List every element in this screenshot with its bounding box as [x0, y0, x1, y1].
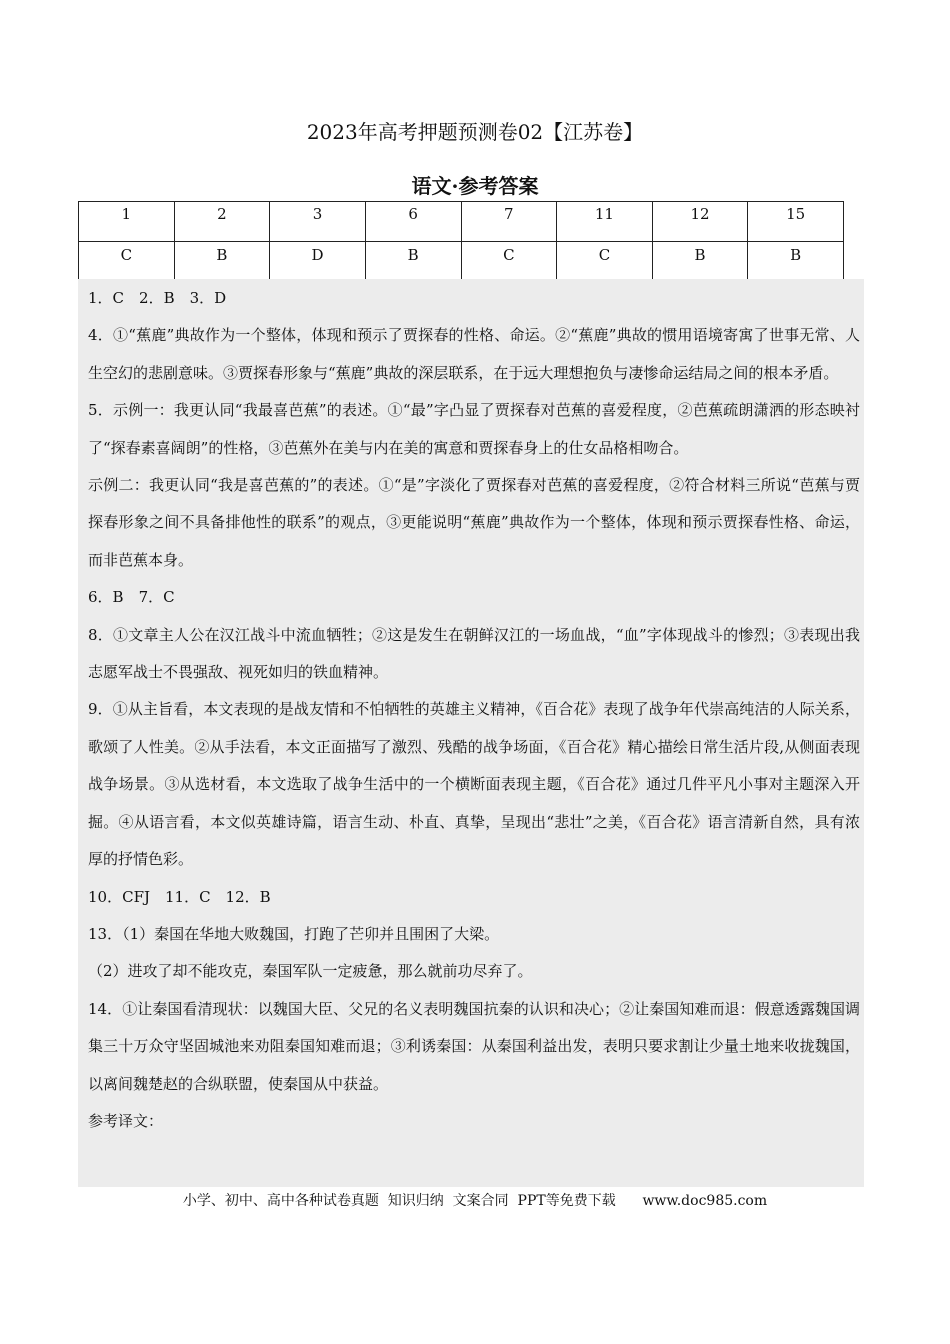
answer-cell: D: [270, 242, 366, 283]
answer-paragraph: 参考译文：: [88, 1111, 164, 1130]
question-number-cell: 15: [748, 202, 844, 242]
question-number-cell: 1: [79, 202, 175, 242]
answer-paragraph: 14．①让秦国看清现状：以魏国大臣、父兄的名义表明魏国抗秦的认识和决心；②让秦国知难而退：假意透露魏国调集三十万众守坚固城池来劝阻秦国知难而退；③利诱秦国：从秦国利益出发，表明只要求割让少量土地来收拢魏国，以离间魏楚赵的合纵联盟，使秦国从中获益。: [88, 999, 860, 1093]
answer-paragraph: 13．（1）秦国在华地大败魏国，打跑了芒卯并且围困了大梁。: [88, 924, 500, 943]
question-number-cell: 6: [365, 202, 461, 242]
question-number-cell: 12: [652, 202, 748, 242]
answer-paragraph: 10．CFJ 11．C 12．B: [88, 887, 271, 906]
answer-text-body: [88, 280, 860, 1140]
answer-paragraph: （2）进攻了却不能攻克，秦国军队一定疲惫，那么就前功尽弃了。: [88, 962, 533, 981]
answer-cell: B: [365, 242, 461, 283]
question-number-cell: 2: [174, 202, 270, 242]
answer-paragraph: 1．C 2．B 3．D: [88, 289, 227, 307]
answer-cell: C: [557, 242, 653, 283]
question-number-cell: 11: [557, 202, 653, 242]
answer-cell: B: [652, 242, 748, 283]
page-footer: 小学、初中、高中各种试卷真题 知识归纳 文案合同 PPT等免费下载 www.doc985.com: [182, 1193, 768, 1209]
answer-paragraph: 9．①从主旨看，本文表现的是战友情和不怕牺牲的英雄主义精神，《百合花》表现了战争年代崇高纯洁的人际关系，歌颂了人性美。②从手法看，本文正面描写了激烈、残酷的战争场面，《百合花》精心描绘日常生活片段,从侧面表现战争场景。③从选材看，本文选取了战争生活中的一个横断面表现主题，《百合花》通过几件平凡小事对主题深入开掘。④从语言看，本文似英雄诗篇，语言生动、朴直、真挚，呈现出“悲壮”之美，《百合花》语言清新自然，具有浓厚的抒情色彩。: [88, 700, 860, 869]
answer-table: [78, 201, 844, 283]
question-number-cell: 7: [461, 202, 557, 242]
answer-paragraph: 示例二：我更认同“我是喜芭蕉的”的表述。①“是”字淡化了贾探春对芭蕉的喜爱程度，②符合材料三所说“芭蕉与贾探春形象之间不具备排他性的联系”的观点，③更能说明“蕉鹿”典故作为一个整体，体现和预示贾探春性格、命运，而非芭蕉本身。: [88, 476, 860, 569]
answer-paragraph: 4．①“蕉鹿”典故作为一个整体，体现和预示了贾探春的性格、命运。②“蕉鹿”典故的惯用语境寄寓了世事无常、人生空幻的悲剧意味。③贾探春形象与“蕉鹿”典故的深层联系，在于远大理想抱负与凄惨命运结局之间的根本矛盾。: [88, 326, 860, 382]
document-subtitle: 语文·参考答案: [411, 174, 539, 198]
answer-cell: C: [461, 242, 557, 283]
answer-table-answer-row: [79, 242, 844, 283]
document-title: 2023年高考押题预测卷02【江苏卷】: [306, 120, 644, 144]
answer-paragraph: 6．B 7．C: [88, 588, 175, 607]
answer-table-header-row: [79, 202, 844, 242]
answer-paragraph: 8．①文章主人公在汉江战斗中流血牺牲；②这是发生在朝鲜汉江的一场血战，“血”字体现战斗的惨烈；③表现出我志愿军战士不畏强敌、视死如归的铁血精神。: [88, 625, 860, 682]
answer-cell: B: [748, 242, 844, 283]
answer-cell: B: [174, 242, 270, 283]
answer-cell: C: [79, 242, 175, 283]
question-number-cell: 3: [270, 202, 366, 242]
answer-paragraph: 5．示例一：我更认同“我最喜芭蕉”的表述。①“最”字凸显了贾探春对芭蕉的喜爱程度，②芭蕉疏朗潇洒的形态映衬了“探春素喜阔朗”的性格，③芭蕉外在美与内在美的寓意和贾探春身上的仕女品格相吻合。: [88, 401, 860, 457]
